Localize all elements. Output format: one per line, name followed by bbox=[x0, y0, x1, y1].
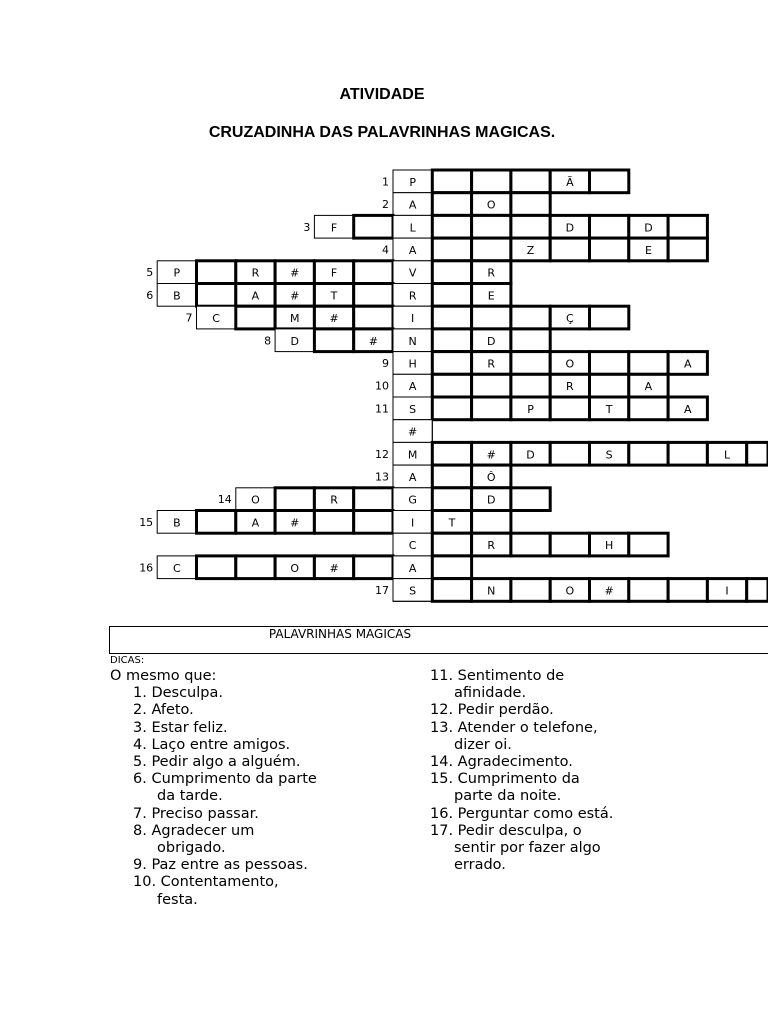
crossword-cell[interactable] bbox=[354, 284, 393, 307]
crossword-cell[interactable] bbox=[472, 397, 511, 420]
crossword-cell[interactable] bbox=[393, 420, 432, 443]
cell-letter: T bbox=[330, 289, 338, 303]
cell-letter: C bbox=[173, 561, 181, 575]
crossword-cell[interactable] bbox=[432, 579, 471, 602]
cell-letter: Ç bbox=[566, 312, 574, 326]
clue-item-continuation: sentir por fazer algo bbox=[454, 840, 601, 857]
crossword-cell[interactable] bbox=[432, 488, 471, 511]
cell-letter: S bbox=[409, 584, 417, 598]
clue-item: 15. Cumprimento da bbox=[430, 771, 580, 788]
cell-letter: D bbox=[565, 221, 575, 235]
cell-letter: A bbox=[408, 380, 417, 394]
clue-item: 6. Cumprimento da parte bbox=[133, 771, 317, 788]
crossword-cell[interactable] bbox=[393, 238, 432, 261]
crossword-cell[interactable] bbox=[590, 215, 629, 238]
crossword-cell[interactable] bbox=[393, 488, 432, 511]
crossword-cell[interactable] bbox=[393, 193, 432, 216]
crossword-cell[interactable] bbox=[472, 488, 511, 511]
cell-letter: I bbox=[411, 516, 415, 530]
crossword-cell[interactable] bbox=[629, 238, 668, 261]
crossword-cell[interactable] bbox=[393, 329, 432, 352]
crossword-cell[interactable] bbox=[393, 579, 432, 602]
clue-number: 9 bbox=[382, 356, 389, 370]
crossword-cell[interactable] bbox=[590, 374, 629, 397]
cell-letter: S bbox=[605, 448, 613, 462]
clue-item: 4. Laço entre amigos. bbox=[133, 736, 291, 753]
clue-item-continuation: festa. bbox=[157, 891, 198, 908]
cell-letter: P bbox=[409, 175, 416, 189]
crossword-cell[interactable] bbox=[236, 511, 275, 534]
cell-letter: R bbox=[408, 289, 417, 303]
crossword-cell[interactable] bbox=[590, 170, 629, 193]
clues-left-column bbox=[110, 668, 410, 909]
cell-letter: V bbox=[408, 266, 417, 280]
crossword-cell[interactable] bbox=[550, 306, 589, 329]
crossword-cell[interactable] bbox=[432, 306, 471, 329]
crossword-cell[interactable] bbox=[314, 284, 353, 307]
clue-item: 3. Estar feliz. bbox=[133, 719, 228, 736]
crossword-cell[interactable] bbox=[550, 397, 589, 420]
crossword-cell[interactable] bbox=[432, 533, 471, 556]
crossword-cell[interactable] bbox=[511, 488, 550, 511]
crossword-cell[interactable] bbox=[629, 374, 668, 397]
cell-letter: D bbox=[487, 334, 496, 348]
crossword-cell[interactable] bbox=[432, 442, 471, 465]
crossword-cell[interactable] bbox=[275, 261, 314, 284]
cell-letter: G bbox=[408, 493, 417, 507]
crossword-cell[interactable] bbox=[511, 170, 550, 193]
crossword-cell[interactable] bbox=[354, 261, 393, 284]
cell-letter: D bbox=[526, 448, 535, 462]
cell-letter: N bbox=[408, 334, 417, 348]
cell-letter: C bbox=[212, 312, 220, 326]
crossword-cell[interactable] bbox=[511, 442, 550, 465]
cell-letter: A bbox=[251, 516, 260, 530]
cell-letter: A bbox=[683, 357, 692, 371]
crossword-cell[interactable] bbox=[668, 215, 707, 238]
crossword-cell[interactable] bbox=[747, 442, 768, 465]
cell-letter: M bbox=[407, 448, 418, 462]
crossword-cell[interactable] bbox=[197, 511, 236, 534]
crossword-cell[interactable] bbox=[629, 579, 668, 602]
clue-number: 15 bbox=[139, 515, 154, 529]
cell-letter: Ô bbox=[486, 470, 496, 484]
cell-letter: A bbox=[408, 243, 417, 257]
crossword-cell[interactable] bbox=[393, 215, 432, 238]
crossword-cell[interactable] bbox=[668, 352, 707, 375]
crossword-cell[interactable] bbox=[668, 579, 707, 602]
cell-letter: R bbox=[330, 493, 338, 507]
crossword-cell[interactable] bbox=[157, 261, 196, 284]
crossword-cell[interactable] bbox=[629, 533, 668, 556]
crossword-cell[interactable] bbox=[629, 352, 668, 375]
crossword-cell[interactable] bbox=[511, 215, 550, 238]
crossword-cell[interactable] bbox=[747, 579, 768, 602]
crossword-cell[interactable] bbox=[472, 511, 511, 534]
clues-right-column bbox=[430, 668, 690, 874]
crossword-cell[interactable] bbox=[511, 579, 550, 602]
cell-letter: O bbox=[290, 561, 300, 575]
cell-letter: # bbox=[329, 312, 339, 326]
crossword-cell[interactable] bbox=[393, 465, 432, 488]
cell-letter: F bbox=[330, 221, 338, 235]
crossword-cell[interactable] bbox=[472, 193, 511, 216]
clue-number: 12 bbox=[375, 447, 389, 461]
crossword-cell[interactable] bbox=[629, 215, 668, 238]
crossword-cell[interactable] bbox=[668, 442, 707, 465]
crossword-cell[interactable] bbox=[393, 511, 432, 534]
crossword-cell[interactable] bbox=[472, 442, 511, 465]
crossword-cell[interactable] bbox=[393, 261, 432, 284]
clue-item: 1. Desculpa. bbox=[133, 685, 223, 702]
crossword-cell[interactable] bbox=[590, 238, 629, 261]
cell-letter: P bbox=[527, 402, 534, 416]
crossword-cell[interactable] bbox=[511, 397, 550, 420]
clue-number: 2 bbox=[382, 198, 389, 212]
crossword-cell[interactable] bbox=[432, 511, 471, 534]
cell-letter: A bbox=[251, 289, 260, 303]
crossword-cell[interactable] bbox=[393, 556, 432, 579]
clue-item: 16. Perguntar como está. bbox=[430, 805, 614, 822]
crossword-cell[interactable] bbox=[197, 556, 236, 579]
cell-letter: R bbox=[487, 357, 496, 371]
clue-number: 6 bbox=[146, 288, 154, 302]
crossword-cell[interactable] bbox=[393, 170, 432, 193]
cell-letter: I bbox=[411, 312, 415, 326]
cell-letter: O bbox=[565, 584, 575, 598]
clue-item-continuation: afinidade. bbox=[454, 685, 527, 702]
cell-letter: Ã bbox=[566, 175, 574, 189]
crossword-cell[interactable] bbox=[550, 533, 589, 556]
crossword-cell[interactable] bbox=[707, 579, 746, 602]
clue-item: 12. Pedir perdão. bbox=[430, 702, 554, 719]
crossword-cell[interactable] bbox=[314, 511, 353, 534]
cell-letter: H bbox=[408, 357, 417, 371]
crossword-cell[interactable] bbox=[393, 397, 432, 420]
crossword-cell[interactable] bbox=[197, 306, 236, 329]
cell-letter: D bbox=[487, 493, 496, 507]
crossword-cell[interactable] bbox=[314, 329, 353, 352]
cell-letter: # bbox=[290, 266, 300, 280]
clue-item: 7. Preciso passar. bbox=[133, 805, 259, 822]
clues-intro: O mesmo que: bbox=[110, 668, 217, 684]
clue-number: 1 bbox=[382, 175, 389, 189]
crossword-cell[interactable] bbox=[550, 579, 589, 602]
clue-item: 9. Paz entre as pessoas. bbox=[133, 857, 308, 874]
clue-number: 5 bbox=[146, 266, 154, 280]
cell-letter: # bbox=[408, 425, 418, 439]
crossword-cell[interactable] bbox=[236, 306, 275, 329]
clue-number: 4 bbox=[382, 243, 389, 257]
cell-letter: B bbox=[173, 289, 181, 303]
crossword-cell[interactable] bbox=[668, 238, 707, 261]
crossword-cell[interactable] bbox=[275, 488, 314, 511]
clue-item-continuation: da tarde. bbox=[157, 788, 223, 805]
crossword-cell[interactable] bbox=[629, 397, 668, 420]
clue-item: 11. Sentimento de bbox=[430, 668, 565, 684]
crossword-cell[interactable] bbox=[432, 284, 471, 307]
crossword-cell[interactable] bbox=[354, 329, 393, 352]
crossword-cell[interactable] bbox=[393, 442, 432, 465]
clue-item: 17. Pedir desculpa, o bbox=[430, 822, 582, 839]
cell-letter: # bbox=[329, 561, 339, 575]
crossword-cell[interactable] bbox=[236, 261, 275, 284]
crossword-cell[interactable] bbox=[314, 261, 353, 284]
cell-letter: F bbox=[330, 266, 338, 280]
crossword-cell[interactable] bbox=[432, 374, 471, 397]
crossword-cell[interactable] bbox=[354, 215, 393, 238]
crossword-cell[interactable] bbox=[472, 170, 511, 193]
crossword-cell[interactable] bbox=[550, 352, 589, 375]
crossword-cell[interactable] bbox=[236, 284, 275, 307]
crossword-cell[interactable] bbox=[197, 261, 236, 284]
crossword-cell[interactable] bbox=[432, 170, 471, 193]
crossword-cell[interactable] bbox=[472, 533, 511, 556]
crossword-cell[interactable] bbox=[432, 238, 471, 261]
crossword-cell[interactable] bbox=[511, 329, 550, 352]
crossword-cell[interactable] bbox=[275, 284, 314, 307]
clue-number: 17 bbox=[375, 583, 389, 597]
crossword-cell[interactable] bbox=[590, 579, 629, 602]
crossword-cell[interactable] bbox=[550, 374, 589, 397]
cell-letter: T bbox=[605, 402, 613, 416]
crossword-cell[interactable] bbox=[590, 442, 629, 465]
cell-letter: R bbox=[251, 266, 260, 280]
crossword-cell[interactable] bbox=[432, 465, 471, 488]
crossword-cell[interactable] bbox=[511, 306, 550, 329]
crossword-cell[interactable] bbox=[432, 352, 471, 375]
crossword-cell[interactable] bbox=[550, 442, 589, 465]
crossword-cell[interactable] bbox=[668, 397, 707, 420]
cell-letter: # bbox=[486, 448, 496, 462]
clue-number: 14 bbox=[217, 493, 232, 507]
crossword-cell[interactable] bbox=[550, 215, 589, 238]
header-box-label: PALAVRINHAS MAGICAS bbox=[268, 627, 412, 641]
crossword-cell[interactable] bbox=[432, 261, 471, 284]
cell-letter: H bbox=[605, 539, 614, 553]
crossword-cell[interactable] bbox=[472, 306, 511, 329]
cell-letter: # bbox=[290, 516, 300, 530]
clue-item: 2. Afeto. bbox=[133, 702, 194, 719]
cell-letter: A bbox=[644, 380, 653, 394]
clue-item-continuation: dizer oi. bbox=[454, 736, 512, 753]
crossword-cell[interactable] bbox=[275, 329, 314, 352]
clue-number: 13 bbox=[375, 470, 389, 484]
crossword-cell[interactable] bbox=[354, 511, 393, 534]
crossword-cell[interactable] bbox=[590, 533, 629, 556]
cell-letter: D bbox=[290, 334, 299, 348]
crossword-title: CRUZADINHA DAS PALAVRINHAS MAGICAS. bbox=[208, 124, 556, 141]
crossword-cell[interactable] bbox=[629, 442, 668, 465]
cell-letter: D bbox=[644, 221, 653, 235]
cell-letter: N bbox=[487, 584, 496, 598]
crossword-cell[interactable] bbox=[472, 215, 511, 238]
clue-number: 7 bbox=[185, 311, 193, 325]
crossword-cell[interactable] bbox=[472, 329, 511, 352]
crossword-cell[interactable] bbox=[393, 306, 432, 329]
crossword-cell[interactable] bbox=[393, 352, 432, 375]
cell-letter: R bbox=[566, 380, 574, 394]
crossword-cell[interactable] bbox=[157, 511, 196, 534]
cell-letter: O bbox=[565, 357, 575, 371]
crossword-cell[interactable] bbox=[707, 442, 746, 465]
activity-title: ATIVIDADE bbox=[339, 86, 425, 103]
crossword-cell[interactable] bbox=[511, 533, 550, 556]
cell-letter: A bbox=[408, 470, 417, 484]
crossword-cell[interactable] bbox=[236, 488, 275, 511]
crossword-cell[interactable] bbox=[432, 215, 471, 238]
crossword-cell[interactable] bbox=[314, 556, 353, 579]
clue-number: 10 bbox=[375, 379, 389, 393]
cell-letter: M bbox=[290, 312, 300, 326]
cell-letter: L bbox=[409, 221, 416, 235]
crossword-cell[interactable] bbox=[590, 397, 629, 420]
clue-item-continuation: errado. bbox=[454, 857, 506, 874]
clue-item: 5. Pedir algo a alguém. bbox=[133, 754, 301, 771]
cell-letter: O bbox=[486, 198, 496, 212]
crossword-cell[interactable] bbox=[472, 352, 511, 375]
crossword-cell[interactable] bbox=[157, 284, 196, 307]
crossword-cell[interactable] bbox=[354, 488, 393, 511]
cell-letter: S bbox=[409, 402, 417, 416]
crossword-cell[interactable] bbox=[472, 261, 511, 284]
crossword-cell[interactable] bbox=[432, 397, 471, 420]
crossword-cell[interactable] bbox=[472, 374, 511, 397]
clue-item: 14. Agradecimento. bbox=[430, 754, 573, 771]
crossword-cell[interactable] bbox=[354, 556, 393, 579]
clue-item: 13. Atender o telefone, bbox=[430, 719, 598, 736]
clue-item: 10. Contentamento, bbox=[133, 874, 279, 891]
crossword-cell[interactable] bbox=[393, 533, 432, 556]
cell-letter: C bbox=[408, 539, 417, 553]
crossword-cell[interactable] bbox=[590, 352, 629, 375]
crossword-cell[interactable] bbox=[314, 215, 353, 238]
cell-letter: E bbox=[487, 289, 495, 303]
crossword-cell[interactable] bbox=[432, 193, 471, 216]
crossword-cell[interactable] bbox=[472, 238, 511, 261]
crossword-cell[interactable] bbox=[354, 306, 393, 329]
crossword-cell[interactable] bbox=[511, 193, 550, 216]
clue-item-continuation: obrigado. bbox=[157, 840, 226, 857]
crossword-cell[interactable] bbox=[393, 374, 432, 397]
crossword-cell[interactable] bbox=[275, 556, 314, 579]
clue-item: 8. Agradecer um bbox=[133, 822, 255, 839]
cell-letter: I bbox=[725, 584, 729, 598]
crossword-cell[interactable] bbox=[511, 352, 550, 375]
crossword-cell[interactable] bbox=[472, 465, 511, 488]
cell-letter: A bbox=[408, 198, 417, 212]
clue-number: 3 bbox=[303, 220, 311, 234]
crossword-cell[interactable] bbox=[275, 511, 314, 534]
crossword-cell[interactable] bbox=[432, 556, 471, 579]
cell-letter: # bbox=[290, 289, 300, 303]
crossword-cell[interactable] bbox=[236, 556, 275, 579]
cell-letter: # bbox=[604, 584, 614, 598]
cell-letter: A bbox=[408, 561, 417, 575]
cell-letter: O bbox=[251, 493, 260, 507]
crossword-cell[interactable] bbox=[511, 238, 550, 261]
crossword-cell[interactable] bbox=[432, 329, 471, 352]
clue-number: 16 bbox=[139, 561, 154, 575]
cell-letter: R bbox=[487, 266, 496, 280]
crossword-cell[interactable] bbox=[197, 284, 236, 307]
clue-item-continuation: parte da noite. bbox=[454, 788, 562, 805]
crossword-cell[interactable] bbox=[314, 488, 353, 511]
crossword-cell[interactable] bbox=[275, 306, 314, 329]
crossword-cell[interactable] bbox=[590, 306, 629, 329]
cell-letter: B bbox=[173, 516, 181, 530]
crossword-cell[interactable] bbox=[472, 579, 511, 602]
crossword-cell[interactable] bbox=[157, 556, 196, 579]
cell-letter: A bbox=[683, 402, 692, 416]
cell-letter: R bbox=[487, 539, 496, 553]
clue-number: 11 bbox=[375, 402, 389, 416]
cell-letter: L bbox=[723, 448, 731, 462]
crossword-cell[interactable] bbox=[511, 374, 550, 397]
clue-number: 8 bbox=[264, 334, 272, 348]
cell-letter: Z bbox=[526, 243, 535, 257]
cell-letter: # bbox=[368, 334, 378, 348]
crossword-cell[interactable] bbox=[550, 238, 589, 261]
crossword-cell[interactable] bbox=[314, 306, 353, 329]
crossword-cell[interactable] bbox=[472, 284, 511, 307]
crossword-cell[interactable] bbox=[393, 284, 432, 307]
cell-letter: P bbox=[173, 266, 181, 280]
crossword-cell[interactable] bbox=[550, 170, 589, 193]
cell-letter: T bbox=[448, 516, 456, 530]
cell-letter: E bbox=[644, 243, 652, 257]
dicas-label: DICAS: bbox=[110, 655, 145, 666]
